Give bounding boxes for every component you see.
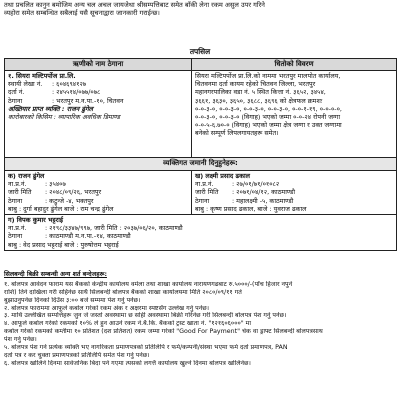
collateral-line: ०-०-३-०, ०-०-३-० (विगाह) भएको जम्मा ०-०-२४ रोपनी जग्गा [195, 112, 341, 121]
condition-line: ६. बोलपत्र खोलिने दिनमा सार्वजनिक बिदा पर्न गएमा त्यसको लगत्तै कार्यालय खुल्ने दिनमा बोलपत्र खोलिनेछ। [4, 359, 251, 367]
intro-text [4, 1, 396, 18]
guarantor-family: बाबु : कृष्ण प्रसाद ढकाल, बाजे : युवराज ढकाल [195, 204, 307, 213]
condition-line: राशि) तिर्न दाखिला गरी सहिनेछ साथै सिलबन्दी बोलपत्र बैंकको शाखा कार्यालयमा मिति २०८०/०९/११ गते [4, 288, 242, 296]
condition-line: २. बोलपत्र फाराममा आफूले कबोल गरेको रकम अंक र अक्षरमा स्पष्टसँग उल्लेख गर्नु पर्नेछ। [4, 304, 210, 312]
collateral-cell [192, 71, 397, 158]
borrower-detail: स्थायी लेखा नं. : ६०४६९४१२७ [8, 80, 87, 89]
guarantor-cell [192, 171, 397, 215]
section-title: तपसिल [189, 47, 211, 56]
guarantor-heading: व्यक्तिगत जमानी दिनुहुनेहरू: [5, 158, 397, 171]
details-table [4, 58, 397, 251]
table-header-row [5, 59, 397, 71]
borrower-name: १. सियरा मल्टिपर्पोज प्रा.लि. [8, 72, 76, 80]
intro-line: व्यहोरा समेत सम्बन्धित सबैलाई यसै सूचनाद्वारा जानकारी गराईन्छ। [4, 9, 160, 18]
guarantor-name: ग) विपक कुमार भट्टराई [8, 215, 63, 224]
conditions-section [4, 271, 398, 368]
guarantor-detail: जारी मिति : २०७१/०४/१२, काठमाण्डौ [195, 188, 296, 197]
collateral-line: ०-०-५-६.७०-० (विगाह) भएको जम्मा क्षेत्र जग्गा र उक्त जग्गामा [195, 121, 342, 130]
collateral-line: ०-०-३-०, ०-०-३-०, ०-०-३-०, ०-०-३-०, ०-०-१-१९, ०-०-०-०, [195, 104, 342, 113]
guarantor-family: बाबु : वेद प्रसाद भट्टराई बाजे : पुरुषोत्तम भट्टराई [8, 240, 119, 249]
borrower-detail: ठेगाना : भरतपुर म.न.पा.-१०, चितवन [8, 96, 124, 105]
collateral-line: ३६६१, ३६३०, ३६५०, ३६८८, ३६९६ को क्षेत्रफल क्रमशः [195, 96, 323, 105]
borrower-signatory: अख्तियार प्राप्त व्यक्ति : राजन ढुंगेल [8, 104, 94, 113]
guarantor-detail: ठेगाना : महालक्ष्मी -५, काठमाण्डौ [195, 196, 294, 205]
guarantor-detail: ना.प्र.नं. : २७/०१/७१/०१०८२ [195, 180, 280, 189]
condition-line: ३. माथि उल्लेखित सम्पत्तिहरू जुन जे जस्तो अवस्थामा छ सोही अवस्थामा बिक्री गरिनेछ गरी सिलबन्दी बोलपत्र पेश गर्नु पर्नेछ। [4, 312, 287, 320]
guarantor-name: क) राजन ढुंगेल [8, 172, 45, 180]
conditions-title: सिलबन्दी बिक्री सम्बन्धी अन्य शर्त बन्देजहरू: [4, 271, 107, 278]
guarantor-row [5, 171, 397, 215]
intro-line: तथा प्रचलित कानुन बमोजिम अन्य चल अचल जायजेथा श्रीसम्पत्तिबाट समेत बाँकी लेना रकम असुल उपर गरिने [4, 1, 265, 9]
condition-line: ४. आफूले कबोल गरेको रकमको १०% ले हुन आउने रकम ने.बै.कि. बैंकको ट्रस्ट खाता नं. "१२१६०६०००" मा [4, 320, 252, 328]
guarantor-detail: ना.प्र.नं. : २१९८/३३४७/९९७, जारी मिति : २०३७/०६/२०, काठमाण्डौ [8, 224, 183, 233]
borrower-business: कारोबारको किसिम : व्यापारिक अवधिक डिमाण्ड [8, 112, 120, 121]
guarantor-cell [5, 171, 192, 215]
guarantor-row [5, 214, 397, 250]
condition-line: कबोल गरेको रकमको कम्तीमा १० प्रतिशत (दश प्रतिशत) रकम जम्मा गरेको "Good For Payment" चेक वा ड्राफ्ट सिलबन्दी बोलपत्रसाथ [4, 328, 323, 336]
guarantor-name: ख) लक्ष्मी प्रसाद ढकाल [195, 172, 250, 180]
guarantor-detail: ठेगाना : काठमाण्डौ म.न.पा.-१४, काठमाण्डौ [8, 232, 131, 241]
condition-line: पेश गर्नु पर्नेछ। [4, 336, 37, 344]
condition-line: बुझाउनुपर्नेछ दिनको दिउँस ३:०० बजे सम्ममा पेश गर्नु पर्नेछ। [4, 296, 141, 304]
guarantor-detail: ना.प्र.नं. : ३५४०७ [8, 180, 66, 189]
guarantor-cell [5, 214, 397, 250]
condition-line: १. बोलपत्र आवेदन फाराम यस बैंकको केन्द्रीय कार्यालय वमेला तथा शाखा कार्यालय नारायणगढबाट रु.५०००/-(पाँच हिजार नपुर्ने [4, 281, 293, 289]
collateral-column-header: धितोको विवरण [192, 59, 397, 71]
collateral-line: महानगरपालिका वडा नं. ५ स्थित कित्ता नं. ३६५२, ३४५४, [195, 88, 326, 97]
condition-line: ५. बोलपत्र पेश गर्ने प्रत्येक व्यक्ति भए नागरिकता प्रमाणपत्रको प्रतिलिपि र फर्म/कम्पनी/संस्था भएमा फर्म दर्ता प्रमाणपत्र, PAN [4, 343, 288, 351]
guarantor-detail: जारी मिति : २०४८/०९/२६, भरतपुर [8, 188, 102, 197]
condition-line: दर्ता पत्र र कर चुक्ता प्रमाणपत्रको प्रतिलिपि समेत पेश गर्नु पर्नेछ। [4, 351, 150, 359]
guarantor-detail: ठेगाना : कटुन्जे -४, भक्तपुर [8, 196, 94, 205]
collateral-line: चितवनमा दर्ता कायम रहेको चितवन जिल्ला, भरतपुर [195, 80, 316, 89]
collateral-line: बनेको सम्पूर्ण लिपलगायतहरू समेत। [195, 129, 279, 138]
collateral-line: सियरा मल्टिपर्पोज प्रा.लि.को नाममा भरतपुर मालपोत कार्यालय, [195, 72, 341, 80]
guarantor-heading-row [5, 158, 397, 171]
guarantor-family: बाबु : दुर्गा बहादुर ढुंगेल बाजे : राम चन्द्र ढुंगेल [8, 204, 114, 213]
borrower-column-header: ऋणीको नाम ठेगाना [5, 59, 192, 71]
borrower-row [5, 71, 397, 158]
conditions-list [4, 281, 398, 367]
borrower-cell [5, 71, 192, 158]
borrower-detail: दर्ता नं. : २४५५१४/०७७/०७८ [8, 88, 101, 97]
